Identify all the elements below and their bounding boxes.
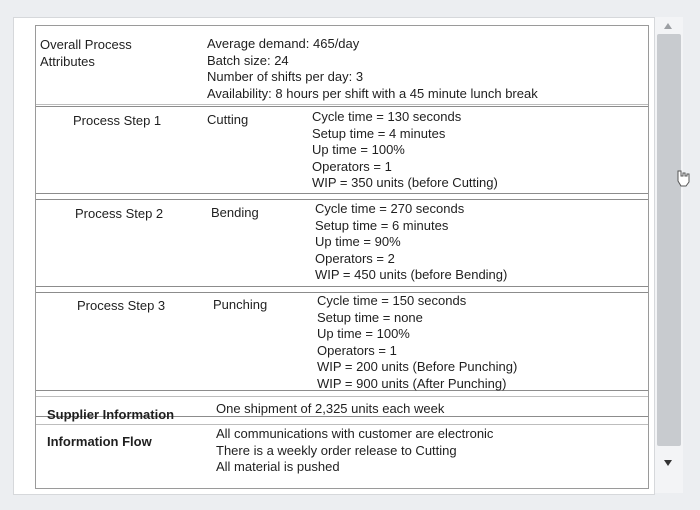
process-step-3-label: Process Step 3 [77, 298, 166, 313]
process-step-2-details: Cycle time = 270 seconds Setup time = 6 minutes Up time = 90% Operators = 2 WIP = 450 units (before Bending) [315, 201, 508, 282]
overall-label: Overall Process Attributes [40, 37, 132, 69]
arrow-up-icon[interactable] [664, 23, 672, 29]
information-flow-details: All communications with customer are electronic There is a weekly order release to Cutting All material is pushed [216, 426, 494, 474]
process-step-3-details: Cycle time = 150 seconds Setup time = none Up time = 100% Operators = 1 WIP = 200 units (Before Punching) WIP = 900 units (After Punching) [317, 293, 518, 391]
process-step-1-details: Cycle time = 130 seconds Setup time = 4 minutes Up time = 100% Operators = 1 WIP = 350 units (before Cutting) [312, 109, 498, 190]
row-divider [36, 106, 648, 107]
overall-attributes [207, 36, 538, 102]
batch-size: Batch size: 24 [207, 52, 289, 68]
row-divider [36, 424, 648, 425]
availability: Availability: 8 hours per shift with a 45 minute lunch break [207, 85, 538, 101]
information-flow-label: Information Flow [47, 434, 152, 449]
row-divider [36, 193, 648, 194]
process-step-2-label: Process Step 2 [75, 206, 164, 221]
row-divider [36, 199, 648, 200]
arrow-down-icon[interactable] [664, 460, 672, 466]
process-step-3-name: Punching [213, 297, 268, 312]
process-step-1-label: Process Step 1 [73, 113, 162, 128]
scrollbar-thumb[interactable] [657, 34, 681, 446]
supplier-label: Supplier Information [47, 407, 175, 422]
shifts-per-day: Number of shifts per day: 3 [207, 69, 364, 84]
process-step-1-name: Cutting [207, 112, 249, 127]
average-demand: Average demand: 465/day [207, 36, 360, 51]
row-divider [36, 396, 648, 397]
row-divider [36, 104, 648, 105]
row-divider [36, 286, 648, 287]
process-step-2-name: Bending [211, 205, 259, 220]
pointer-cursor-icon [675, 168, 693, 188]
supplier-value: One shipment of 2,325 units each week [216, 401, 445, 416]
